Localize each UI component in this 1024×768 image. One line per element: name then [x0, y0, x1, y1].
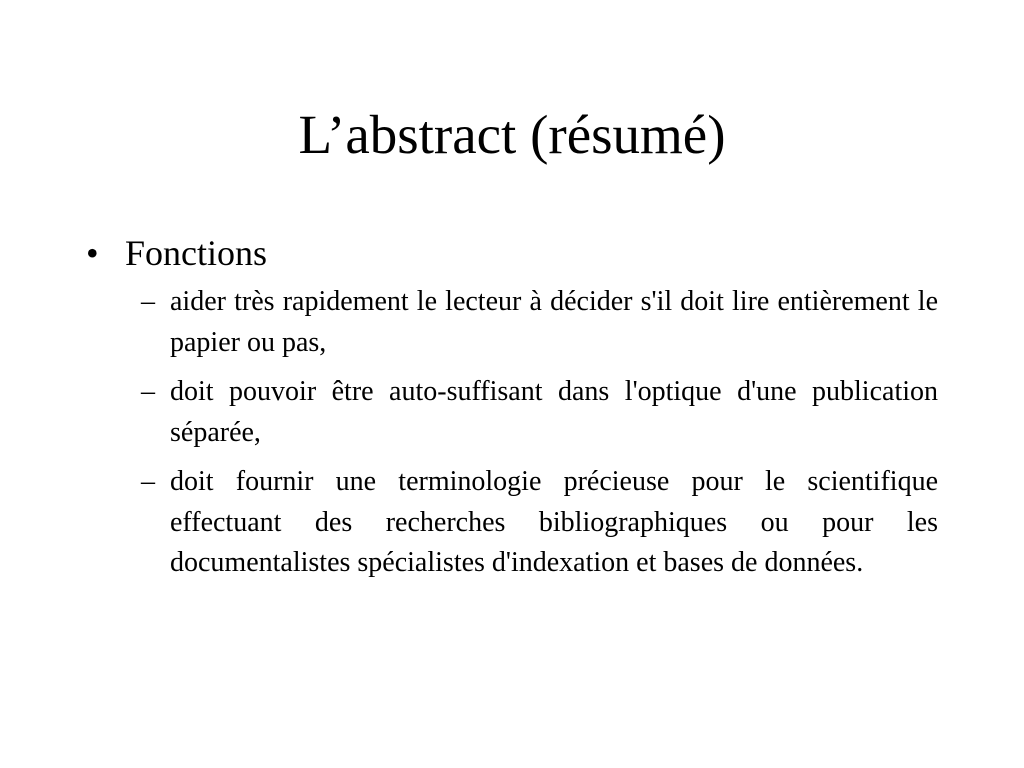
sub-bullet-text: aider très rapidement le lecteur à décider s'il doit lire entièrement le papier ou pas,	[170, 286, 938, 358]
slide-title: L’abstract (résumé)	[298, 104, 726, 165]
sub-bullet-item	[135, 282, 938, 363]
dash-icon: –	[141, 286, 155, 317]
sub-bullet-item	[135, 462, 938, 584]
sub-bullet-text: doit pouvoir être auto-suffisant dans l'optique d'une publication séparée,	[170, 376, 938, 448]
bullet-item-fonctions	[86, 230, 938, 276]
bullet-label: Fonctions	[125, 233, 268, 273]
sub-bullet-list	[86, 282, 938, 584]
bullet-icon: •	[86, 233, 99, 273]
slide-body	[86, 230, 938, 593]
sub-bullet-text: doit fournir une terminologie précieuse pour le scientifique effectuant des recherches bibliographiques ou pour les documentalistes spécialistes d'indexation et bases de données.	[170, 466, 938, 578]
dash-icon: –	[141, 376, 155, 407]
dash-icon: –	[141, 466, 155, 497]
sub-bullet-item	[135, 372, 938, 453]
